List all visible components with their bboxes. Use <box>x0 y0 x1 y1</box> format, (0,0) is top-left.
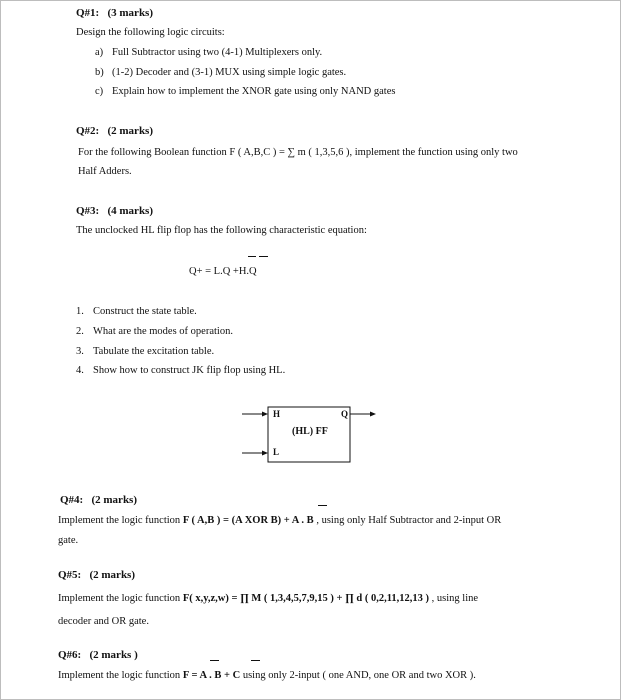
q2-text-line2: Half Adders. <box>78 166 132 177</box>
output-q-arrow <box>370 412 376 417</box>
q1-item-c-marker: c) <box>95 86 104 97</box>
q4-heading <box>60 495 137 506</box>
q4-number: Q#4: <box>60 494 84 506</box>
q6-text-pre: Implement the logic function <box>58 670 183 681</box>
input-l-arrow <box>262 451 268 456</box>
q4-text-line2: gate. <box>58 535 79 546</box>
q2-text-line1: For the following Boolean function F ( A,B,C ) = ∑ m ( 1,3,5,6 ), implement the function using only two <box>78 147 518 158</box>
q4-text-line1 <box>58 516 501 527</box>
q2-marks: (2 marks) <box>107 125 154 137</box>
q5-heading <box>58 570 135 581</box>
q3-item-1-marker: 1. <box>76 306 84 317</box>
q3-item-3: Tabulate the excitation table. <box>93 346 215 357</box>
q1-item-c: Explain how to implement the XNOR gate using only NAND gates <box>112 86 396 97</box>
q6-overline-a <box>210 660 219 661</box>
q1-item-a-marker: a) <box>95 47 104 58</box>
q6-heading <box>58 650 138 661</box>
q4-function: F ( A,B ) = (A XOR B) + A . B <box>182 515 314 526</box>
q5-text-pre: Implement the logic function <box>58 593 183 604</box>
q3-item-1: Construct the state table. <box>93 306 197 317</box>
q6-text-line1 <box>58 671 476 682</box>
q5-number: Q#5: <box>58 569 82 581</box>
q4-text-pre: Implement the logic function <box>58 515 183 526</box>
q3-intro: The unclocked HL flip flop has the following characteristic equation: <box>76 225 367 236</box>
q3-equation: Q+ = L.Q +H.Q <box>189 266 257 277</box>
diagram-input-h-label: H <box>273 409 281 419</box>
q5-text-line2: decoder and OR gate. <box>58 616 149 627</box>
q1-item-b: (1-2) Decoder and (3-1) MUX using simple logic gates. <box>112 67 347 78</box>
q5-text-post: , using line <box>429 593 479 604</box>
q1-intro: Design the following logic circuits: <box>76 27 225 38</box>
q6-function: F = A . B + C <box>182 670 241 681</box>
q5-function: F( x,y,z,w) = ∏ M ( 1,3,4,5,7,9,15 ) + ∏ d ( 0,2,11,12,13 ) <box>182 593 430 604</box>
input-h-arrow <box>262 412 268 417</box>
q1-number: Q#1: <box>76 7 100 19</box>
diagram-input-l-label: L <box>273 447 280 457</box>
q3-item-3-marker: 3. <box>76 346 84 357</box>
q6-text-post: using only 2-input ( one AND, one OR and two XOR ). <box>240 670 476 681</box>
q3-number: Q#3: <box>76 205 100 217</box>
q1-marks: (3 marks) <box>107 7 154 19</box>
q1-item-b-marker: b) <box>95 67 104 78</box>
q3-item-2-marker: 2. <box>76 326 84 337</box>
q4-marks: (2 marks) <box>91 494 138 506</box>
q1-item-a: Full Subtractor using two (4-1) Multiplexers only. <box>112 47 323 58</box>
diagram-block-label: (HL) FF <box>292 426 328 437</box>
q5-text-line1 <box>58 594 478 605</box>
q6-overline-c <box>251 660 260 661</box>
q3-marks: (4 marks) <box>107 205 154 217</box>
q3-item-4-marker: 4. <box>76 365 84 376</box>
q2-number: Q#2: <box>76 125 100 137</box>
diagram-output-q-label: Q <box>341 409 349 419</box>
q3-item-2: What are the modes of operation. <box>93 326 233 337</box>
q4-text-post: , using only Half Subtractor and 2-input OR <box>313 515 502 526</box>
q5-marks: (2 marks) <box>89 569 136 581</box>
q3-item-4: Show how to construct JK flip flop using HL. <box>93 365 286 376</box>
q6-number: Q#6: <box>58 649 82 661</box>
q4-overline-b <box>318 505 327 506</box>
q6-marks: (2 marks ) <box>89 649 138 661</box>
